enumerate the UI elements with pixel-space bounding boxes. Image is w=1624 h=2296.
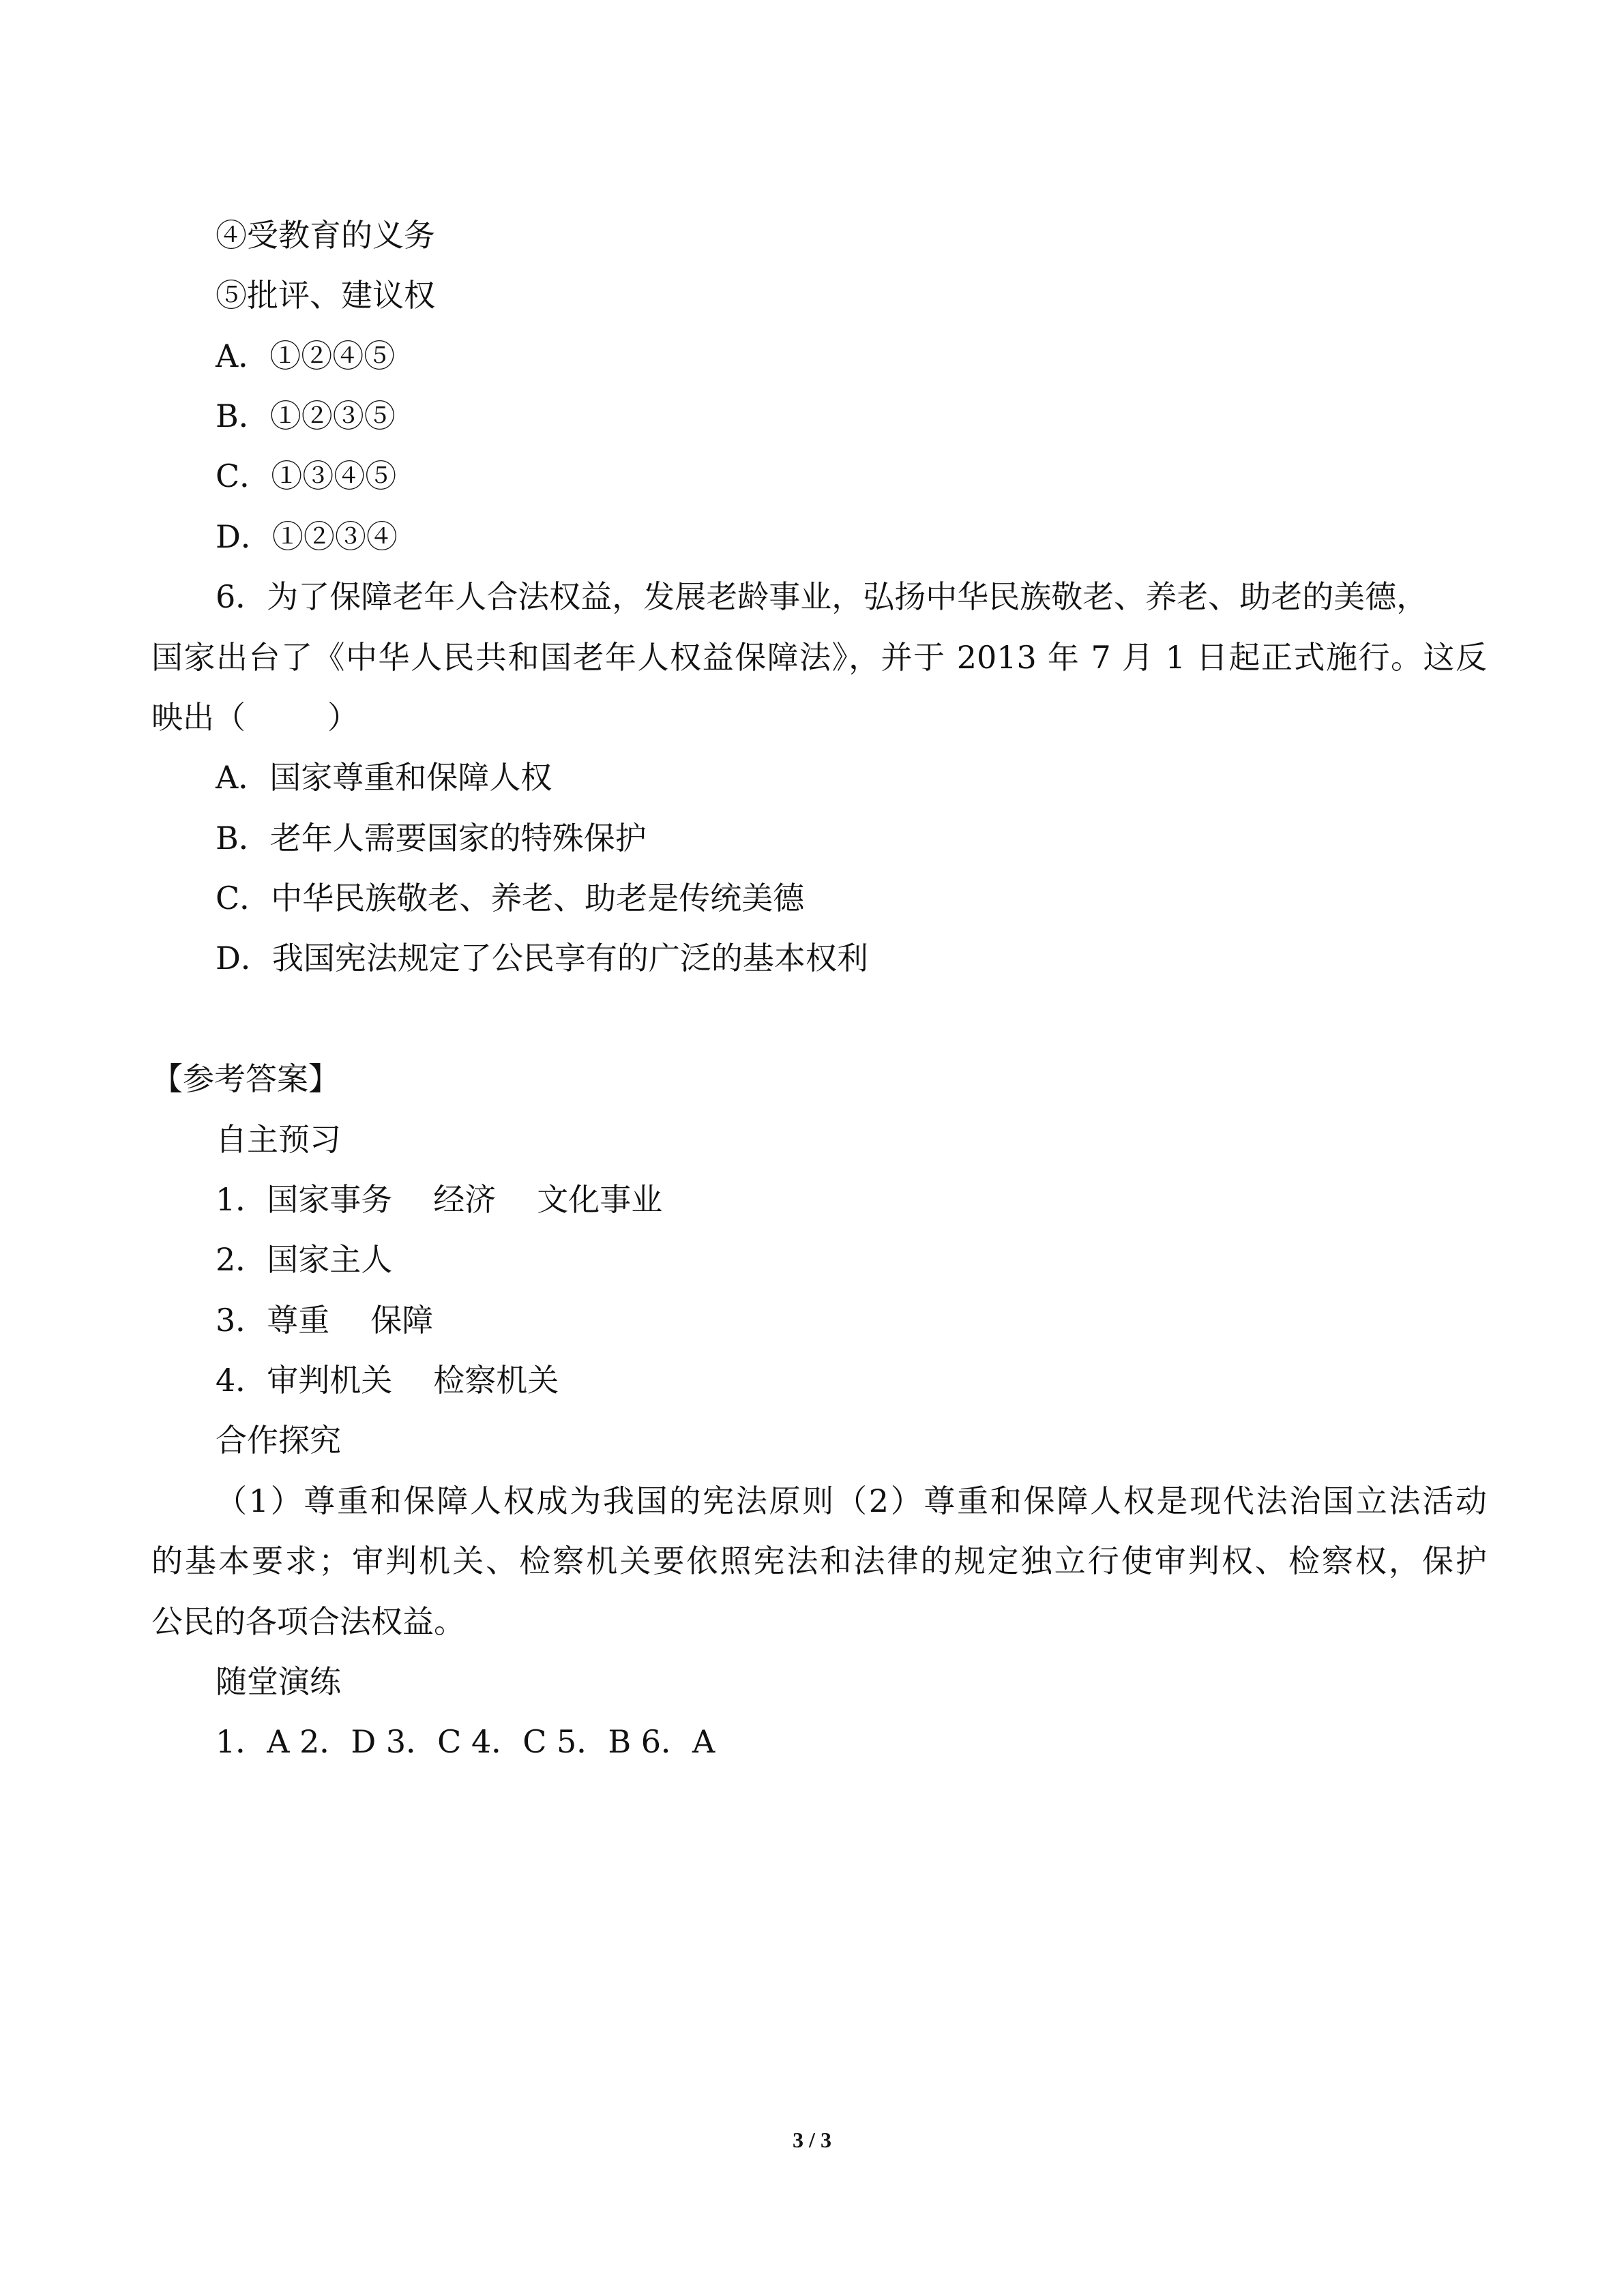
- ss1-part-c: 文化事业: [537, 1181, 663, 1218]
- q5-item-4: ④受教育的义务: [216, 217, 435, 254]
- q5-option-c: C．①③④⑤: [216, 458, 397, 494]
- q6-stem-text-3b: ）: [327, 699, 359, 736]
- self-study-answer-1: [216, 1179, 662, 1220]
- q5-item-5: ⑤批评、建议权: [216, 277, 435, 314]
- ss4-part-a: 4．审判机关: [216, 1362, 393, 1399]
- q5-option-a: A．①②④⑤: [216, 338, 396, 374]
- q6-option-c: C．中华民族敬老、养老、助老是传统美德: [216, 880, 805, 916]
- self-study-answer-4: [216, 1360, 559, 1401]
- ss1-part-a: 1．国家事务: [216, 1181, 393, 1218]
- ss4-part-b: 检察机关: [433, 1362, 559, 1399]
- q6-stem-line-3: [151, 697, 359, 738]
- self-study-title: 自主预习: [216, 1121, 341, 1158]
- cooperation-answer-line-1: （1）尊重和保障人权成为我国的宪法原则（2）尊重和保障人权是现代法治国立法活动: [216, 1482, 1487, 1519]
- answers-heading: 【参考答案】: [151, 1060, 340, 1097]
- q5-option-b: B．①②③⑤: [216, 398, 396, 434]
- q6-option-b: B．老年人需要国家的特殊保护: [216, 820, 647, 856]
- page-number: 3 / 3: [793, 2128, 831, 2152]
- q6-option-a: A．国家尊重和保障人权: [216, 759, 552, 796]
- q6-stem-text-3a: 映出（: [151, 699, 246, 736]
- self-study-answer-3: [216, 1300, 433, 1341]
- practice-title: 随堂演练: [216, 1663, 341, 1700]
- q6-stem-text-1: 6．为了保障老年人合法权益，发展老龄事业，弘扬中华民族敬老、养老、助老的美德，: [216, 578, 1428, 615]
- q6-stem-line-2: 国家出台了《中华人民共和国老年人权益保障法》，并于 2013 年 7 月 1 日起正式施行。这反: [151, 639, 1487, 676]
- q6-option-d: D．我国宪法规定了公民享有的广泛的基本权利: [216, 940, 868, 976]
- practice-answers: 1．A 2．D 3．C 4．C 5．B 6．A: [216, 1723, 715, 1760]
- q6-stem-line-1: [216, 576, 1487, 617]
- cooperation-answer-line-3: 公民的各项合法权益。: [151, 1603, 465, 1640]
- cooperation-title: 合作探究: [216, 1422, 341, 1459]
- ss3-part-a: 3．尊重: [216, 1302, 330, 1339]
- ss1-part-b: 经济: [433, 1181, 497, 1218]
- ss3-part-b: 保障: [370, 1302, 434, 1339]
- self-study-answer-2: 2．国家主人: [216, 1241, 393, 1278]
- cooperation-answer-line-2: 的基本要求；审判机关、检察机关要依照宪法和法律的规定独立行使审判权、检察权，保护: [151, 1542, 1487, 1579]
- q5-option-d: D．①②③④: [216, 518, 398, 555]
